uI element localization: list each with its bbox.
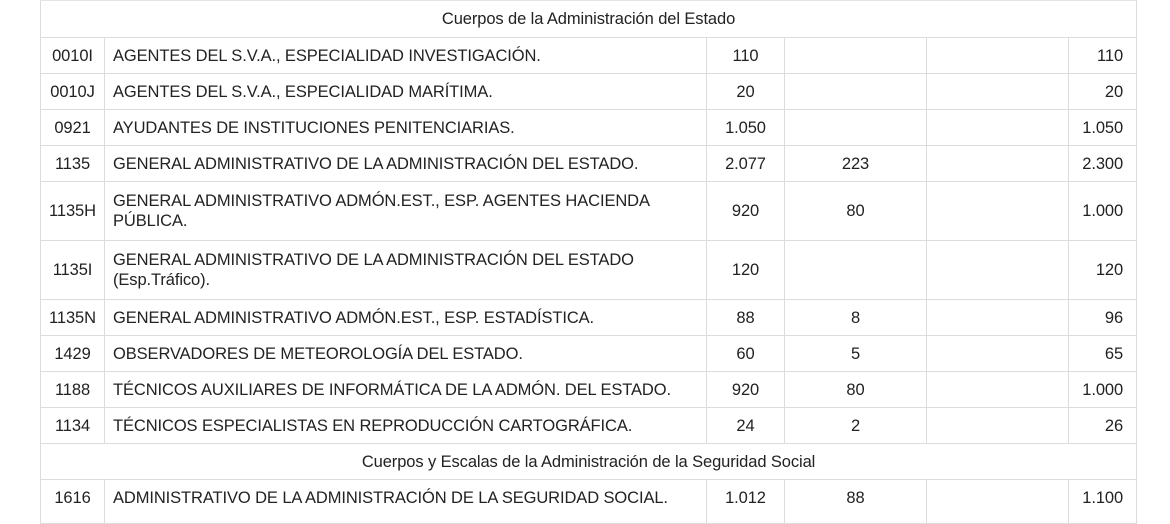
general-quota: 2.077 — [707, 146, 785, 182]
body-code: 1134 — [41, 408, 105, 444]
table-row — [41, 182, 1137, 241]
section-title: Cuerpos y Escalas de la Administración de la Seguridad Social — [41, 444, 1137, 480]
internal-promotion — [927, 38, 1069, 74]
internal-promotion — [927, 241, 1069, 300]
total: 96 — [1069, 300, 1137, 336]
body-name: TÉCNICOS ESPECIALISTAS EN REPRODUCCIÓN CARTOGRÁFICA. — [105, 408, 707, 444]
internal-promotion — [927, 182, 1069, 241]
internal-promotion — [927, 146, 1069, 182]
disability-quota: 5 — [785, 336, 927, 372]
body-name: GENERAL ADMINISTRATIVO DE LA ADMINISTRACIÓN DEL ESTADO. — [105, 146, 707, 182]
table-row — [41, 372, 1137, 408]
general-quota: 920 — [707, 372, 785, 408]
total: 65 — [1069, 336, 1137, 372]
body-name: AGENTES DEL S.V.A., ESPECIALIDAD MARÍTIMA. — [105, 74, 707, 110]
disability-quota: 223 — [785, 146, 927, 182]
table-row — [41, 38, 1137, 74]
internal-promotion — [927, 336, 1069, 372]
general-quota: 1.012 — [707, 480, 785, 524]
body-name: AGENTES DEL S.V.A., ESPECIALIDAD INVESTIGACIÓN. — [105, 38, 707, 74]
body-code: 0921 — [41, 110, 105, 146]
general-quota: 20 — [707, 74, 785, 110]
body-code: 1135H — [41, 182, 105, 241]
body-name: GENERAL ADMINISTRATIVO DE LA ADMINISTRACIÓN DEL ESTADO (Esp.Tráfico). — [105, 241, 707, 300]
disability-quota: 2 — [785, 408, 927, 444]
total: 1.050 — [1069, 110, 1137, 146]
body-code: 0010I — [41, 38, 105, 74]
disability-quota: 80 — [785, 182, 927, 241]
body-name: ADMINISTRATIVO DE LA ADMINISTRACIÓN DE LA SEGURIDAD SOCIAL. — [105, 480, 707, 524]
disability-quota: 8 — [785, 300, 927, 336]
disability-quota — [785, 38, 927, 74]
body-code: 1616 — [41, 480, 105, 524]
disability-quota — [785, 110, 927, 146]
general-quota: 920 — [707, 182, 785, 241]
table-row — [41, 408, 1137, 444]
internal-promotion — [927, 480, 1069, 524]
table-row — [41, 241, 1137, 300]
table-row — [41, 300, 1137, 336]
total: 1.000 — [1069, 182, 1137, 241]
body-name: TÉCNICOS AUXILIARES DE INFORMÁTICA DE LA ADMÓN. DEL ESTADO. — [105, 372, 707, 408]
table-row — [41, 110, 1137, 146]
disability-quota: 80 — [785, 372, 927, 408]
body-code: 1135I — [41, 241, 105, 300]
body-code: 0010J — [41, 74, 105, 110]
disability-quota: 88 — [785, 480, 927, 524]
table-row — [41, 146, 1137, 182]
table-row — [41, 336, 1137, 372]
total: 26 — [1069, 408, 1137, 444]
body-code: 1188 — [41, 372, 105, 408]
table-row — [41, 480, 1137, 524]
section-header-row — [41, 444, 1137, 480]
general-quota: 120 — [707, 241, 785, 300]
internal-promotion — [927, 372, 1069, 408]
total: 2.300 — [1069, 146, 1137, 182]
total: 110 — [1069, 38, 1137, 74]
internal-promotion — [927, 408, 1069, 444]
body-name: GENERAL ADMINISTRATIVO ADMÓN.EST., ESP. AGENTES HACIENDA PÚBLICA. — [105, 182, 707, 241]
internal-promotion — [927, 74, 1069, 110]
body-name: GENERAL ADMINISTRATIVO ADMÓN.EST., ESP. ESTADÍSTICA. — [105, 300, 707, 336]
positions-table-container — [40, 0, 1136, 524]
body-code: 1135N — [41, 300, 105, 336]
disability-quota — [785, 74, 927, 110]
internal-promotion — [927, 300, 1069, 336]
general-quota: 24 — [707, 408, 785, 444]
body-name: OBSERVADORES DE METEOROLOGÍA DEL ESTADO. — [105, 336, 707, 372]
section-header-row — [41, 1, 1137, 38]
general-quota: 110 — [707, 38, 785, 74]
disability-quota — [785, 241, 927, 300]
body-code: 1135 — [41, 146, 105, 182]
general-quota: 1.050 — [707, 110, 785, 146]
total: 20 — [1069, 74, 1137, 110]
total: 120 — [1069, 241, 1137, 300]
general-quota: 88 — [707, 300, 785, 336]
total: 1.000 — [1069, 372, 1137, 408]
section-title: Cuerpos de la Administración del Estado — [41, 1, 1137, 38]
body-name: AYUDANTES DE INSTITUCIONES PENITENCIARIAS. — [105, 110, 707, 146]
body-code: 1429 — [41, 336, 105, 372]
positions-table — [40, 0, 1137, 524]
internal-promotion — [927, 110, 1069, 146]
table-row — [41, 74, 1137, 110]
general-quota: 60 — [707, 336, 785, 372]
total: 1.100 — [1069, 480, 1137, 524]
